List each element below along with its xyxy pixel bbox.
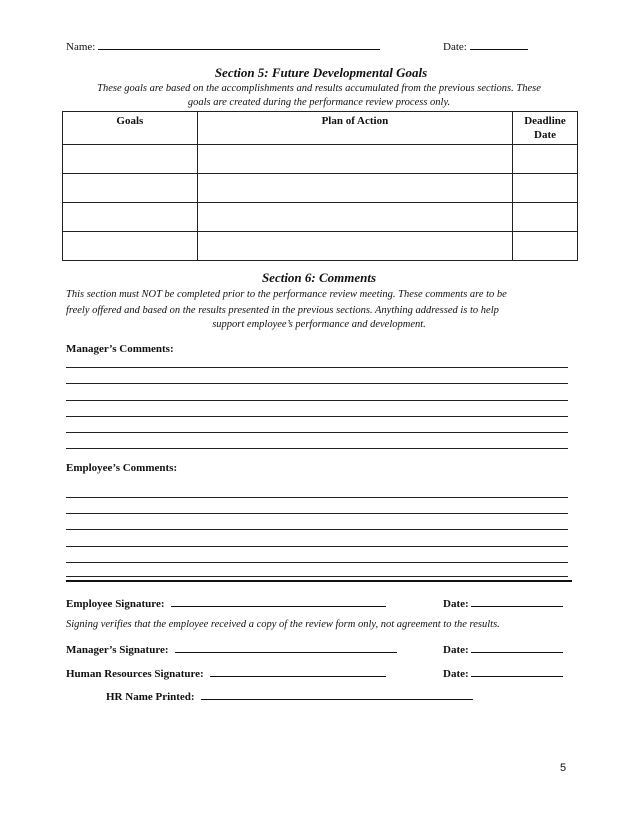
goal-cell[interactable] (63, 174, 198, 203)
goal-cell[interactable] (63, 232, 198, 261)
table-row (63, 203, 578, 232)
employee-comments-label: Employee’s Comments: (66, 462, 178, 474)
section5-intro-line1: These goals are based on the accomplishments and results accumulated from the previous sections. These (97, 83, 541, 94)
employee-signature-label: Employee Signature: (66, 598, 165, 610)
deadline-label: Deadline (524, 115, 566, 127)
comment-line[interactable] (66, 497, 568, 498)
goal-cell[interactable] (63, 203, 198, 232)
hr-name-printed-label: HR Name Printed: (106, 691, 195, 703)
goals-table (62, 111, 578, 261)
section5-title: Section 5: Future Developmental Goals (214, 65, 428, 80)
comment-line[interactable] (66, 576, 568, 577)
name-label: Name: (66, 41, 96, 53)
deadline-cell[interactable] (513, 232, 578, 261)
deadline-date-label: Date (534, 129, 557, 141)
goal-cell[interactable] (63, 145, 198, 174)
table-row (63, 145, 578, 174)
date-blank[interactable] (470, 39, 528, 50)
date-label: Date: (443, 41, 467, 53)
manager-date-field[interactable] (443, 642, 563, 656)
employee-date-blank[interactable] (471, 596, 563, 607)
plan-of-action-column-header: Plan of Action (197, 112, 512, 145)
section-divider (66, 580, 572, 582)
section6-title: Section 6: Comments (261, 270, 377, 285)
plan-cell[interactable] (197, 174, 512, 203)
manager-comments-label: Manager’s Comments: (66, 343, 174, 355)
table-row (63, 232, 578, 261)
section6-intro-line3: support employee’s performance and development. (212, 319, 426, 330)
comment-line[interactable] (66, 416, 568, 417)
employee-date-field[interactable] (443, 596, 563, 610)
manager-signature-field[interactable] (66, 642, 397, 656)
manager-date-label: Date: (443, 644, 469, 656)
name-blank[interactable] (98, 39, 380, 50)
comment-line[interactable] (66, 400, 568, 401)
hr-signature-label: Human Resources Signature: (66, 668, 204, 680)
hr-name-printed-field[interactable] (106, 689, 473, 703)
comment-line[interactable] (66, 432, 568, 433)
comment-line[interactable] (66, 448, 568, 449)
table-row (63, 174, 578, 203)
hr-date-field[interactable] (443, 666, 563, 680)
employee-signature-field[interactable] (66, 596, 386, 610)
name-field[interactable] (66, 39, 380, 53)
hr-date-label: Date: (443, 668, 469, 680)
goals-table-header-row (63, 112, 578, 145)
goals-column-header: Goals (63, 112, 198, 145)
employee-date-label: Date: (443, 598, 469, 610)
hr-signature-field[interactable] (66, 666, 386, 680)
deadline-cell[interactable] (513, 203, 578, 232)
manager-signature-blank[interactable] (175, 642, 397, 653)
hr-signature-blank[interactable] (210, 666, 386, 677)
plan-cell[interactable] (197, 203, 512, 232)
comment-line[interactable] (66, 546, 568, 547)
employee-signature-blank[interactable] (171, 596, 386, 607)
plan-cell[interactable] (197, 232, 512, 261)
deadline-cell[interactable] (513, 145, 578, 174)
page-number: 5 (560, 762, 567, 774)
manager-signature-label: Manager’s Signature: (66, 644, 169, 656)
hr-name-printed-blank[interactable] (201, 689, 473, 700)
date-field[interactable] (443, 39, 528, 53)
section6-intro-line1: This section must NOT be completed prior to the performance review meeting. These comments are to be (66, 289, 507, 300)
deadline-cell[interactable] (513, 174, 578, 203)
plan-cell[interactable] (197, 145, 512, 174)
comment-line[interactable] (66, 383, 568, 384)
section6-intro-line2: freely offered and based on the results presented in the previous sections. Anything addressed is to help (66, 305, 499, 316)
section5-intro-line2: goals are created during the performance review process only. (187, 97, 451, 108)
comment-line[interactable] (66, 529, 568, 530)
comment-line[interactable] (66, 367, 568, 368)
manager-date-blank[interactable] (471, 642, 563, 653)
comment-line[interactable] (66, 562, 568, 563)
deadline-date-column-header (513, 112, 578, 145)
hr-date-blank[interactable] (471, 666, 563, 677)
signature-note: Signing verifies that the employee received a copy of the review form only, not agreement to the results. (66, 619, 500, 630)
comment-line[interactable] (66, 513, 568, 514)
